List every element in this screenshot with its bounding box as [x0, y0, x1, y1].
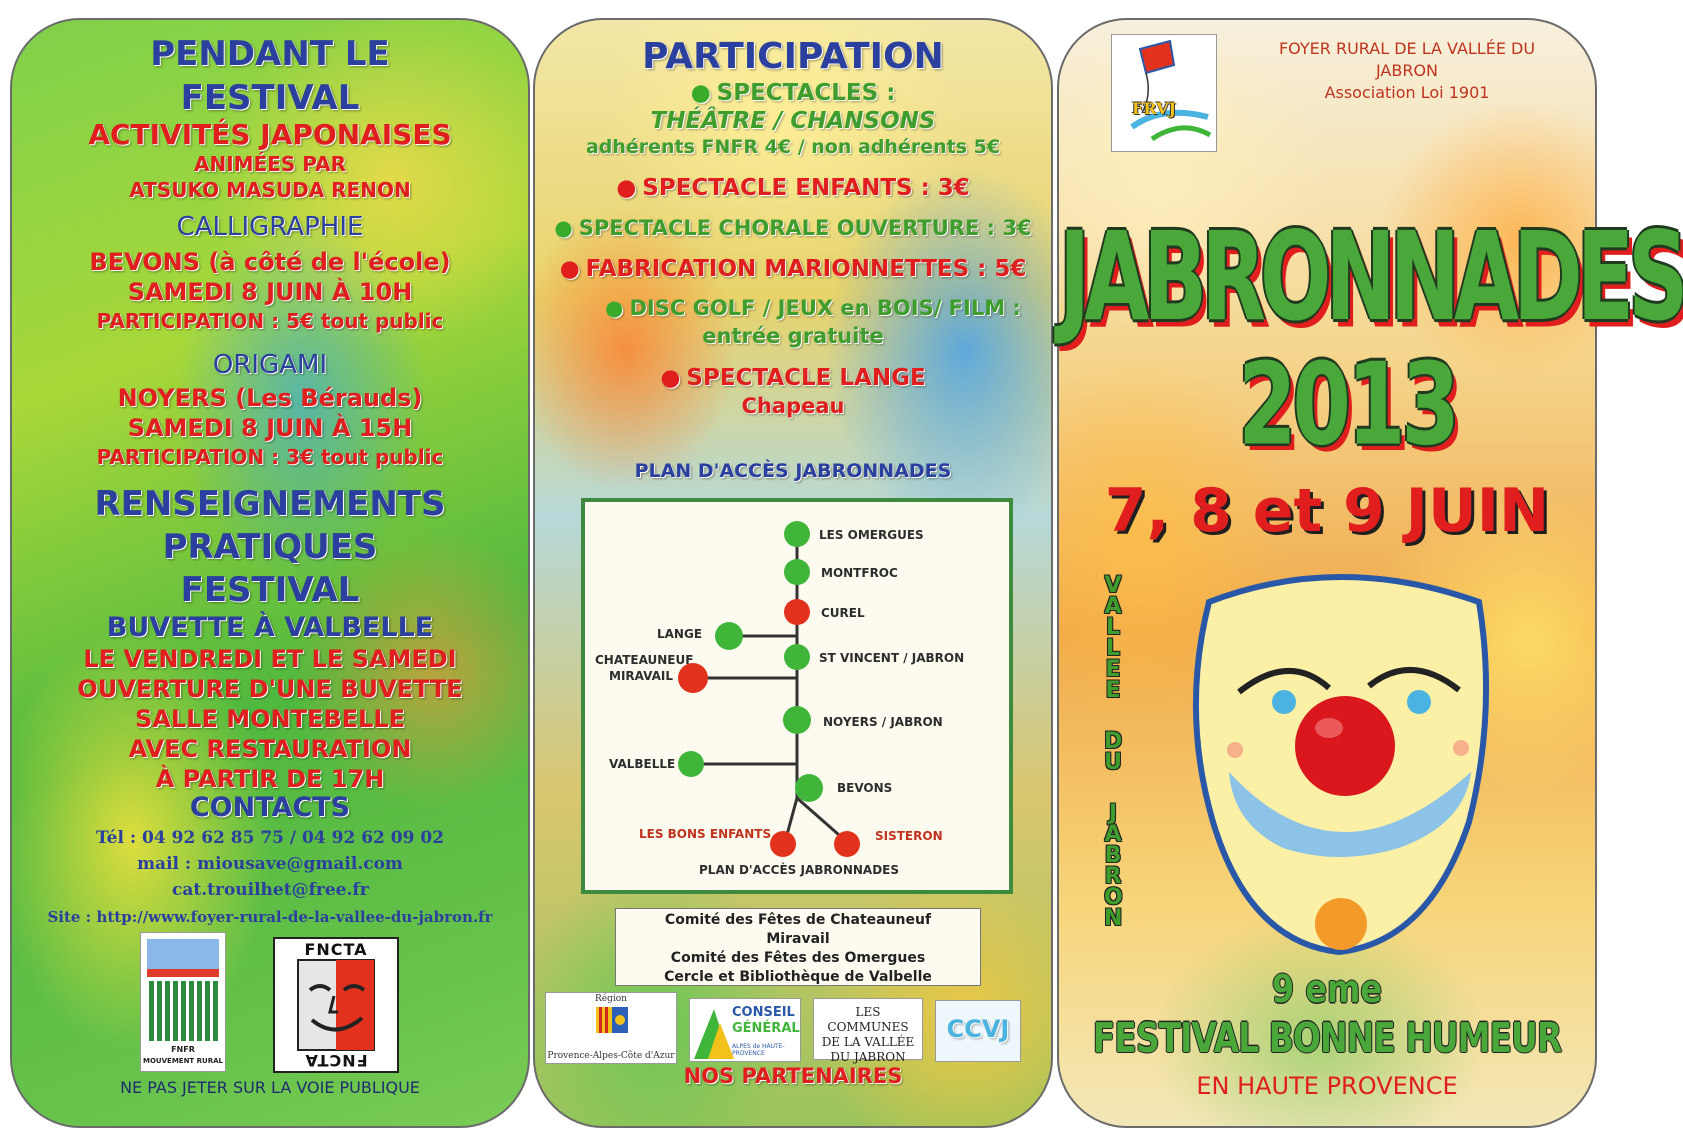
animator-name: ATSUKO MASUDA RENON: [129, 178, 411, 202]
map-node-bevons: [795, 774, 823, 802]
map-node-sisteron: [834, 831, 860, 857]
region-logo-bottom: Provence-Alpes-Côte d'Azur: [547, 1051, 675, 1061]
map-node-bons-enfants: [770, 831, 796, 857]
communes-logo: [813, 998, 923, 1064]
info-title-3: FESTIVAL: [180, 570, 360, 610]
map-label-noyers: NOYERS / JABRON: [823, 715, 943, 729]
participation-title: PARTICIPATION: [642, 36, 944, 77]
conseil-label-1: CONSEIL: [732, 1005, 795, 1020]
buvette-line: SALLE MONTEBELLE: [135, 705, 405, 733]
fncta-label-bottom: FNCTA: [304, 1051, 368, 1070]
map-label-curel: CUREL: [821, 606, 865, 620]
map-node-st-vincent: [784, 644, 810, 670]
left-title-line1: PENDANT LE: [150, 34, 390, 74]
fnfr-sub-label: MOUVEMENT RURAL: [143, 1057, 223, 1065]
map-label-lange: LANGE: [657, 627, 703, 641]
spectacles-sub: THÉÂTRE / CHANSONS: [650, 108, 936, 134]
origami-title: ORIGAMI: [212, 350, 328, 380]
communes-label-2: DE LA VALLÉE: [821, 1035, 915, 1049]
buvette-line: OUVERTURE D'UNE BUVETTE: [77, 675, 463, 703]
map-label-bons-enfants: LES BONS ENFANTS: [639, 827, 772, 841]
organizer-line: JABRON: [1375, 61, 1439, 80]
organizer-line: FOYER RURAL DE LA VALLÉE DU: [1278, 39, 1536, 58]
chorale-item: ● SPECTACLE CHORALE OUVERTURE : 3€: [535, 216, 1051, 240]
buvette-title: BUVETTE À VALBELLE: [106, 612, 434, 643]
buvette-line: LE VENDREDI ET LE SAMEDI: [83, 645, 457, 673]
region-label: EN HAUTE PROVENCE: [1196, 1072, 1458, 1100]
fnfr-label: FNFR: [171, 1045, 195, 1054]
contact-mail: mail : miousave@gmail.com: [137, 854, 403, 874]
partner-line: Comité des Fêtes de Chateauneuf: [664, 912, 932, 928]
partner-line: Comité des Fêtes des Omergues: [670, 950, 926, 966]
lange-sub: Chapeau: [741, 394, 845, 418]
contact-phone: Tél : 04 92 62 85 75 / 04 92 62 09 02: [95, 828, 445, 848]
vertical-word: VALLEE: [1104, 573, 1122, 703]
clown-mask-icon: [1179, 562, 1499, 982]
edition-label: 9 eme: [1271, 966, 1383, 1012]
map-node-curel: [784, 599, 810, 625]
map-node-omergues: [784, 521, 810, 547]
frvj-logo: [1111, 34, 1217, 152]
region-logo-top: Région: [595, 994, 627, 1004]
region-paca-logo: [545, 992, 677, 1064]
disc-golf-sub: entrée gratuite: [702, 324, 884, 348]
map-label-valbelle: VALBELLE: [609, 757, 676, 771]
calligraphy-place: BEVONS (à côté de l'école): [89, 248, 451, 276]
partners-footer: NOS PARTENAIRES: [683, 1064, 903, 1088]
map-node-chateauneuf: [678, 663, 708, 693]
red-bullet-icon: [560, 256, 586, 282]
communes-label-1: LES COMMUNES: [827, 1005, 909, 1034]
calligraphy-price: PARTICIPATION : 5€ tout public: [96, 309, 444, 333]
partner-line: Miravail: [766, 931, 830, 947]
organizer-line: Association Loi 1901: [1324, 83, 1490, 102]
fncta-logo: [274, 938, 398, 1072]
left-title-line2: FESTIVAL: [180, 78, 360, 118]
red-bullet-icon: [660, 365, 686, 391]
left-panel: [10, 18, 530, 1128]
contact-mail-2: cat.trouilhet@free.fr: [172, 880, 369, 900]
ccvj-label: CCVJ: [946, 1015, 1010, 1043]
map-label-st-vincent: ST VINCENT / JABRON: [819, 651, 965, 665]
partners-committees: [615, 908, 981, 986]
vertical-word: DU: [1104, 729, 1123, 775]
lange-item: ● SPECTACLE LANGE: [535, 365, 1051, 391]
festival-year: 2013: [1238, 338, 1456, 471]
map-label-miravail: MIRAVAIL: [609, 669, 673, 683]
conseil-label-3: ALPES de HAUTE-PROVENCE: [732, 1043, 785, 1057]
map-label-montfroc: MONTFROC: [821, 566, 898, 580]
organizer-block: [1229, 38, 1585, 104]
map-label-sisteron: SISTERON: [875, 829, 943, 843]
communes-label-3: DU JABRON: [830, 1050, 906, 1064]
vertical-word: JABRON: [1104, 801, 1123, 931]
festival-title: JABRONNADES: [1059, 206, 1683, 349]
green-bullet-icon: [554, 216, 578, 240]
frvj-kite-icon: [1112, 35, 1216, 151]
festival-dates: 7, 8 et 9 JUIN: [1104, 476, 1550, 546]
partner-line: Cercle et Bibliothèque de Valbelle: [664, 969, 932, 985]
origami-place: NOYERS (Les Bérauds): [117, 384, 423, 412]
ccvj-logo: [935, 1000, 1021, 1062]
info-title-1: RENSEIGNEMENTS: [94, 484, 446, 524]
green-bullet-icon: [605, 296, 629, 320]
origami-price: PARTICIPATION : 3€ tout public: [96, 445, 444, 469]
map-node-noyers: [783, 706, 811, 734]
spectacles-price: adhérents FNFR 4€ / non adhérents 5€: [585, 136, 1001, 158]
info-title-2: PRATIQUES: [162, 527, 378, 567]
calligraphy-title: CALLIGRAPHIE: [176, 212, 364, 242]
enfants-item: ● SPECTACLE ENFANTS : 3€: [535, 175, 1051, 201]
map-label-omergues: LES OMERGUES: [819, 528, 924, 542]
conseil-label-2: GÉNÉRAL: [732, 1021, 800, 1036]
map-node-lange: [715, 622, 743, 650]
map-caption: PLAN D'ACCÈS JABRONNADES: [699, 863, 900, 877]
red-bullet-icon: [616, 175, 642, 201]
spectacles-label: ● SPECTACLES :: [535, 80, 1051, 106]
website-link[interactable]: Site : http://www.foyer-rural-de-la-vallee-du-jabron.fr: [47, 908, 493, 926]
conseil-general-logo: [689, 998, 801, 1062]
festival-name: FESTIVAL BONNE HUMEUR: [1092, 1013, 1562, 1062]
buvette-line: AVEC RESTAURATION: [128, 735, 412, 763]
green-bullet-icon: [691, 80, 717, 106]
fnfr-logo: [140, 932, 226, 1072]
fncta-label-top: FNCTA: [304, 940, 368, 959]
animated-by: ANIMÉES PAR: [194, 152, 346, 176]
origami-date: SAMEDI 8 JUIN À 15H: [127, 414, 413, 442]
marionnettes-item: ● FABRICATION MARIONNETTES : 5€: [535, 256, 1051, 282]
access-map: [581, 498, 1013, 894]
activities-title: ACTIVITÉS JAPONAISES: [88, 118, 452, 151]
map-node-montfroc: [784, 559, 810, 585]
middle-panel: [533, 18, 1053, 1128]
disc-golf-item: ● DISC GOLF / JEUX en BOIS/ FILM :: [575, 296, 1051, 320]
map-node-valbelle: [678, 751, 704, 777]
map-roads: [691, 534, 847, 842]
frvj-logo-text: FRVJ: [1132, 99, 1177, 118]
access-map-graphic: [585, 502, 1009, 890]
vertical-valley-text: [1093, 575, 1133, 929]
right-panel: [1057, 18, 1683, 1128]
footer-notice: NE PAS JETER SUR LA VOIE PUBLIQUE: [120, 1078, 420, 1097]
contacts-title: CONTACTS: [189, 792, 351, 823]
calligraphy-date: SAMEDI 8 JUIN À 10H: [127, 278, 413, 306]
map-label-chateauneuf: CHATEAUNEUF: [595, 653, 694, 667]
map-title: PLAN D'ACCÈS JABRONNADES: [634, 460, 952, 482]
map-label-bevons: BEVONS: [837, 781, 893, 795]
buvette-line: À PARTIR DE 17H: [155, 765, 385, 793]
